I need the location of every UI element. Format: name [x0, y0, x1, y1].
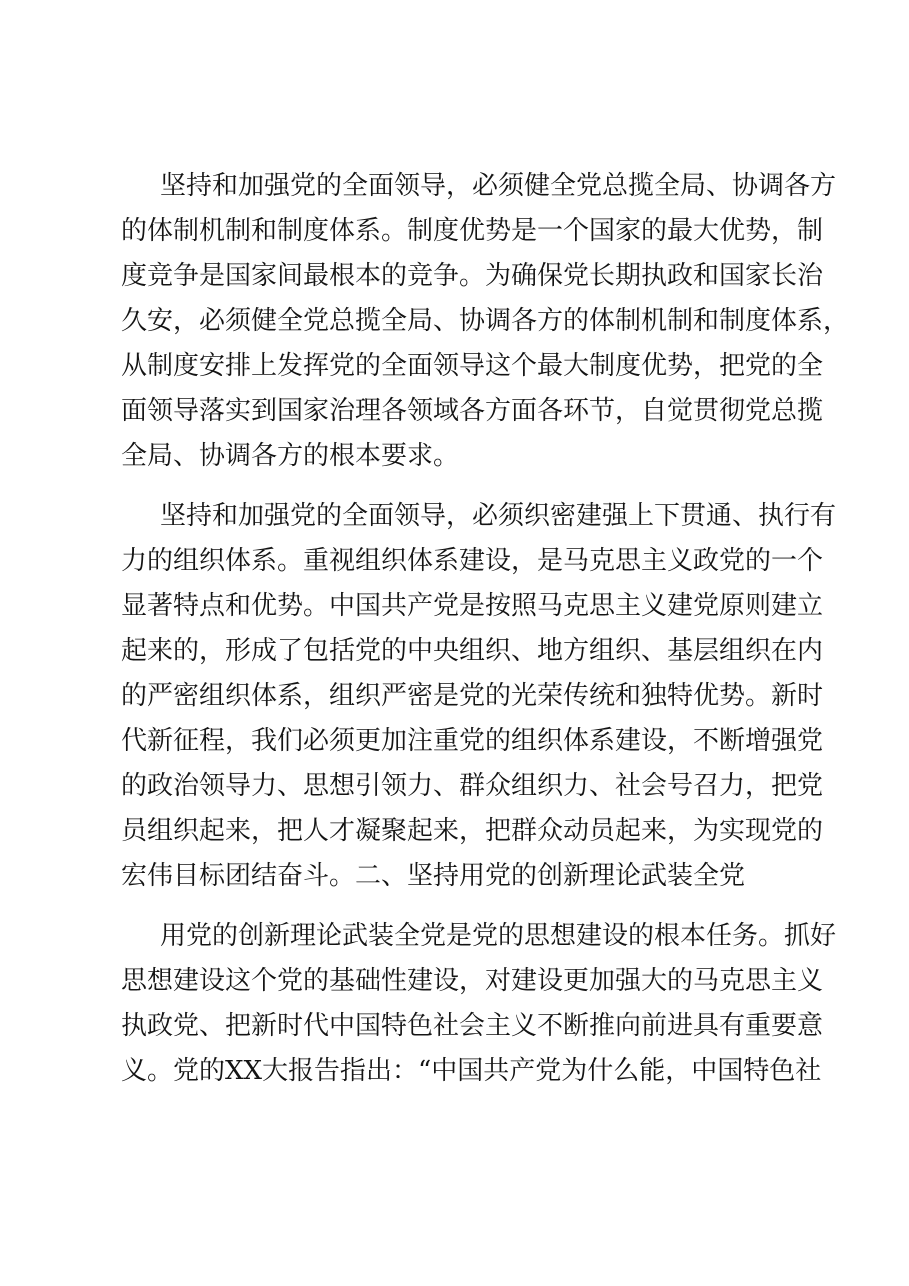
text-line: 执政党、把新时代中国特色社会主义不断推向前进具有重要意 [121, 1011, 824, 1041]
paragraph-1 [121, 164, 850, 479]
text-line: 的政治领导力、思想引领力、群众组织力、社会号召力，把党 [121, 771, 824, 801]
text-line: 面领导落实到国家治理各领域各方面各环节，自觉贯彻党总揽 [121, 396, 824, 426]
document-body [121, 164, 850, 1094]
text-line: 代新征程，我们必须更加注重党的组织体系建设，不断增强党 [121, 726, 824, 756]
text-line: 的体制机制和制度体系。制度优势是一个国家的最大优势，制 [121, 216, 824, 246]
text-line: 全局、协调各方的根本要求。 [121, 441, 460, 471]
text-line: 显著特点和优势。中国共产党是按照马克思主义建党原则建立 [121, 591, 824, 621]
text-line: 久安，必须健全党总揽全局、协调各方的体制机制和制度体系， [121, 306, 850, 336]
text-line: 力的组织体系。重视组织体系建设，是马克思主义政党的一个 [121, 546, 824, 576]
text-line: 用党的创新理论武装全党是党的思想建设的根本任务。抓好 [160, 921, 837, 951]
text-line: 从制度安排上发挥党的全面领导这个最大制度优势，把党的全 [121, 351, 824, 381]
text-line: 的严密组织体系，组织严密是党的光荣传统和独特优势。新时 [121, 681, 824, 711]
text-line: 坚持和加强党的全面领导，必须织密建强上下贯通、执行有 [160, 501, 837, 531]
text-line: 起来的，形成了包括党的中央组织、地方组织、基层组织在内 [121, 636, 824, 666]
text-line: 宏伟目标团结奋斗。二、坚持用党的创新理论武装全党 [121, 861, 746, 891]
paragraph-3 [121, 914, 837, 1094]
text-line: 坚持和加强党的全面领导，必须健全党总揽全局、协调各方 [160, 171, 837, 201]
text-line: 员组织起来，把人才凝聚起来，把群众动员起来，为实现党的 [121, 816, 824, 846]
text-line: 度竞争是国家间最根本的竞争。为确保党长期执政和国家长治 [121, 261, 824, 291]
paragraph-2 [121, 494, 837, 899]
text-line: 义。党的XX大报告指出：“中国共产党为什么能，中国特色社 [121, 1056, 822, 1086]
text-line: 思想建设这个党的基础性建设，对建设更加强大的马克思主义 [121, 966, 824, 996]
